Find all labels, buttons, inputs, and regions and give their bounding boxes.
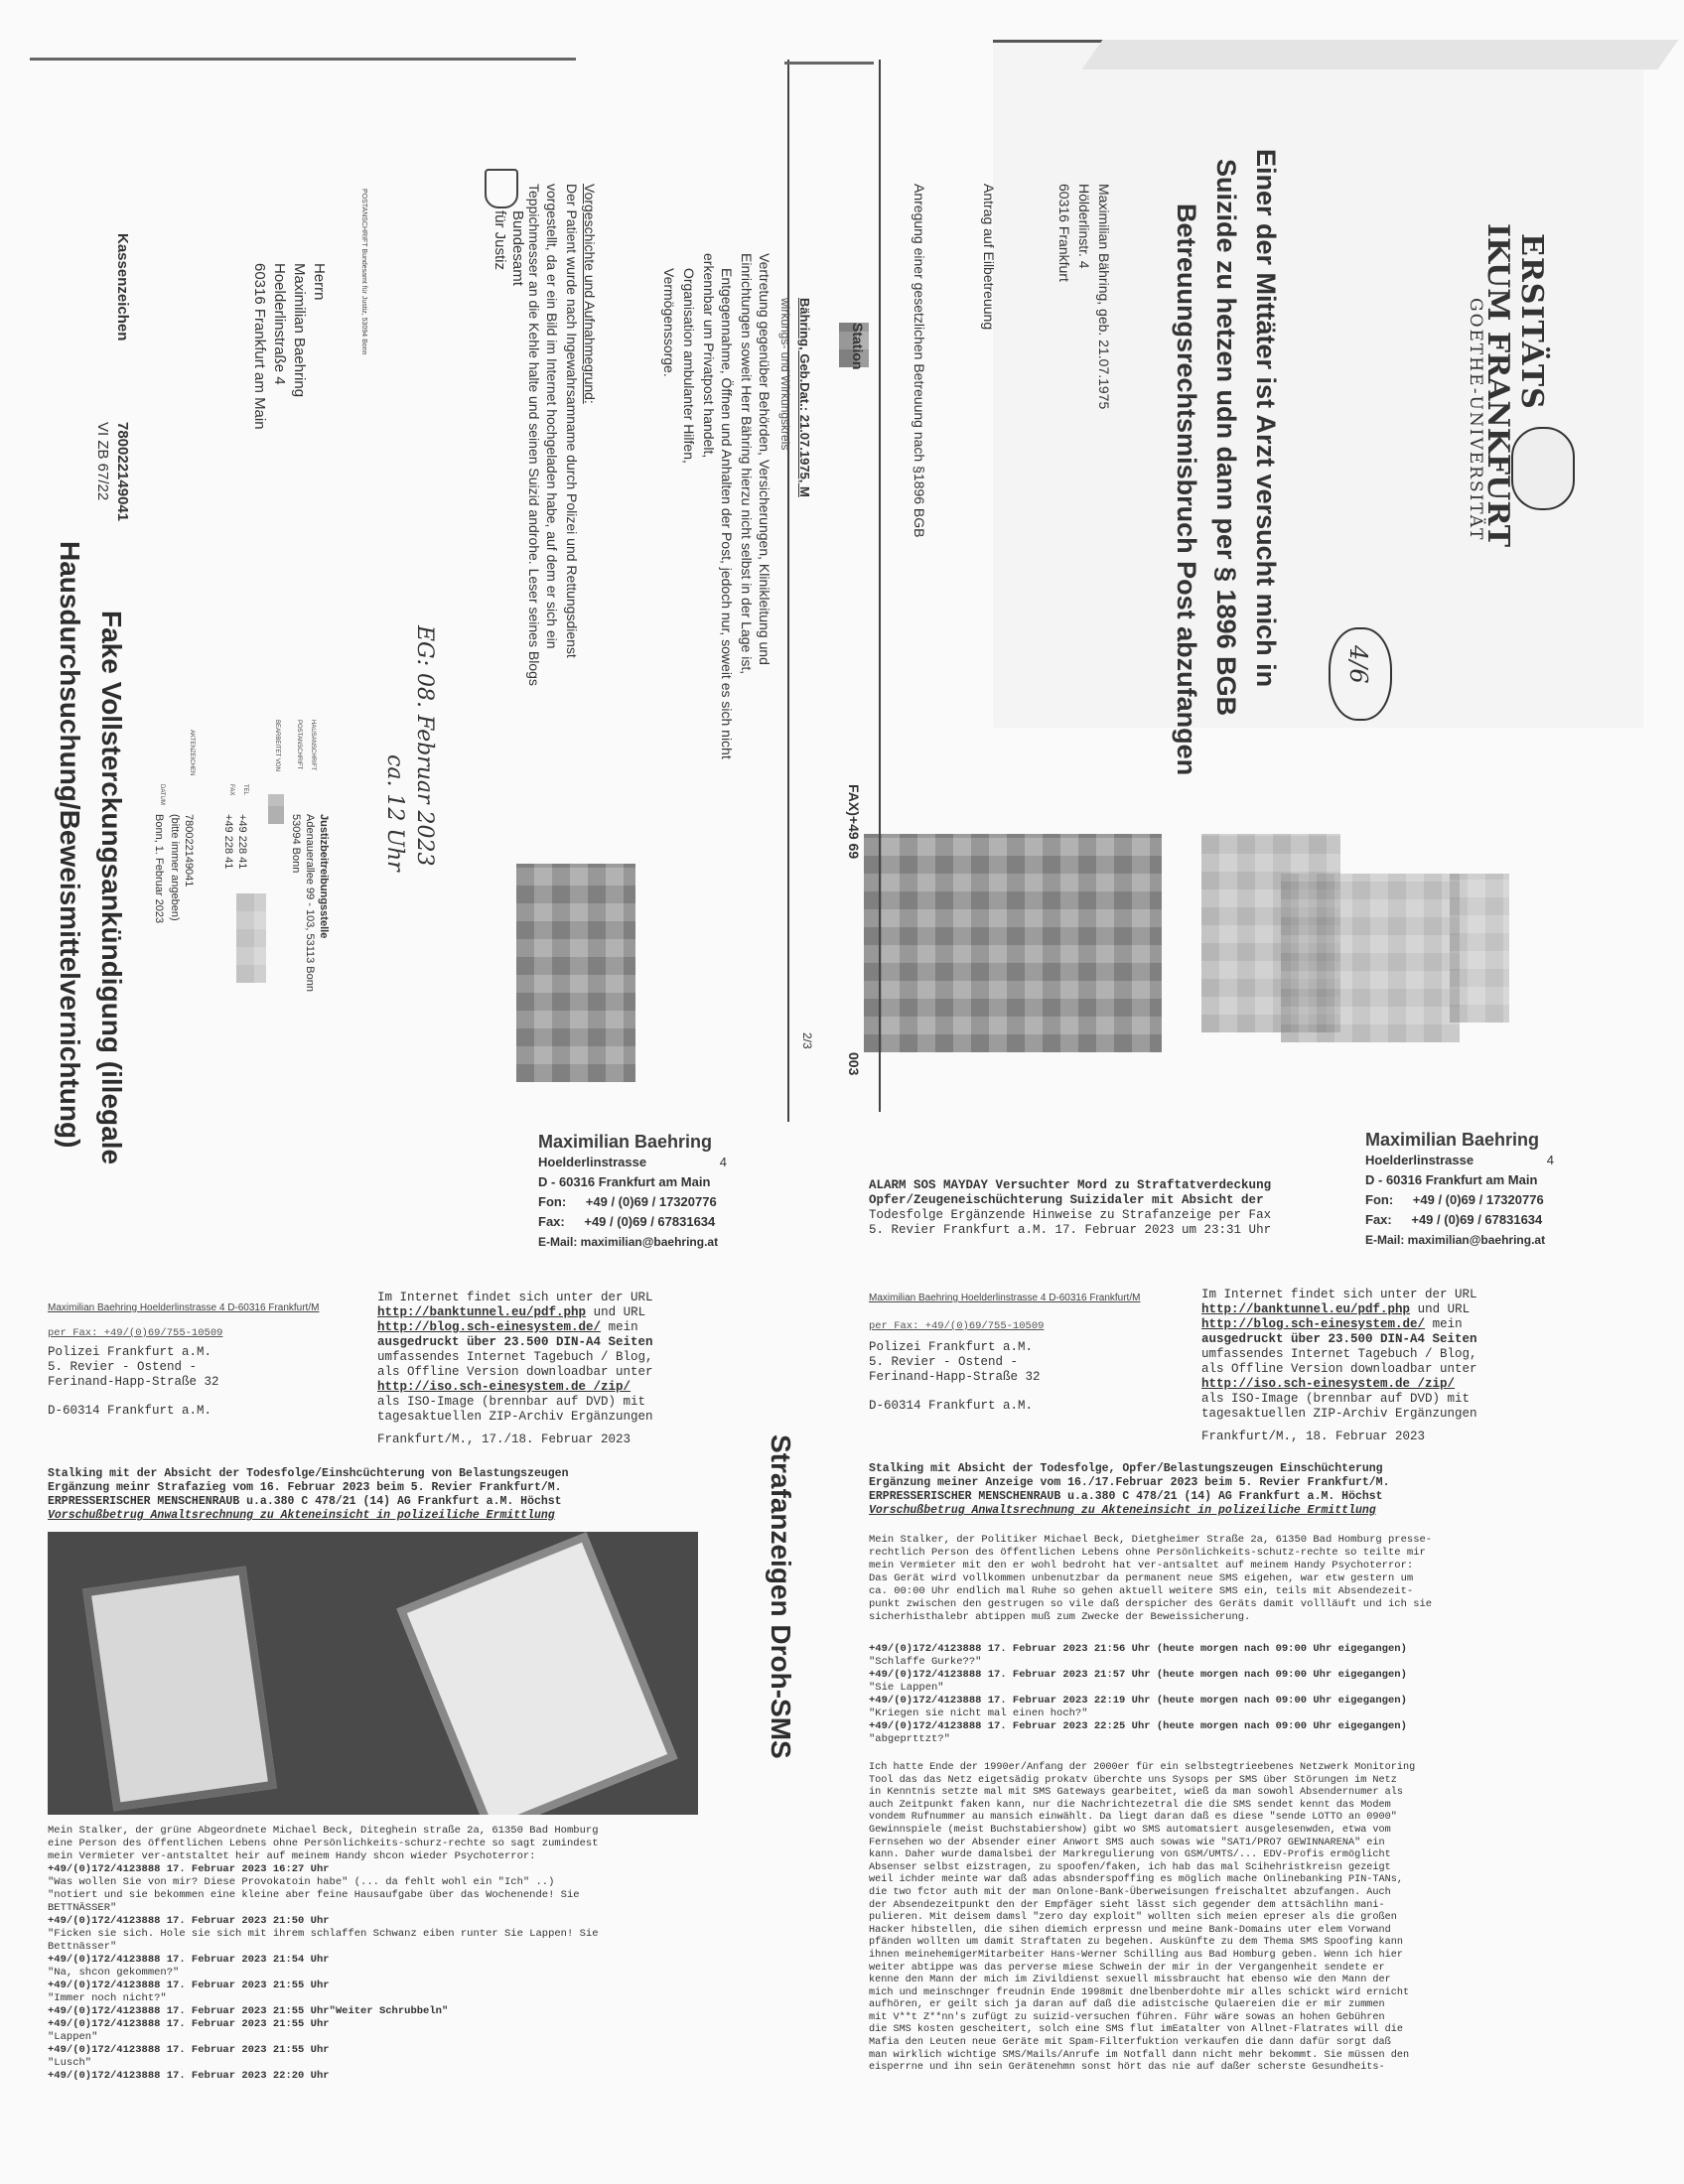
- fax-value: +49 / (0)69 / 67831634: [1411, 1212, 1543, 1227]
- text-line: "Immer noch nicht?": [48, 1992, 167, 2004]
- text-line: "Sie Lappen": [869, 1682, 944, 1694]
- text-line: kann. Daher wurde damalsbei der Markregulierung von GSM/UMTS/... EDV-Profis ermöglicht: [869, 1849, 1391, 1861]
- redaction-block: [1281, 874, 1460, 1042]
- text-line: mein Vermieter mit den er wohl bedroht hat ver-antsaltet auf meinem Handy Psychoterror:: [869, 1560, 1414, 1571]
- info-line: umfassendes Internet Tagebuch / Blog,: [1201, 1347, 1477, 1361]
- text-line: Absenser selbst eizstragen, zu spoofen/faken, ich hab das mal Scihehristkreisn gezeigt: [869, 1861, 1391, 1873]
- subject-line: ERPRESSERISCHER MENSCHENRAUB u.a.380 C 478/21 (14) AG Frankfurt a.M. Höchst: [869, 1490, 1383, 1503]
- internet-info: [1201, 1288, 1477, 1444]
- aktenzeichen-value: 780022149041: [183, 814, 195, 887]
- letter-date: Frankfurt/M., 18. Februar 2023: [1201, 1430, 1426, 1443]
- banktunnel-link[interactable]: http://banktunnel.eu/pdf.php: [1201, 1302, 1411, 1316]
- info-line: als ISO-Image (brennbar auf DVD) mit: [1201, 1392, 1471, 1406]
- blog-link[interactable]: http://blog.sch-einesystem.de/: [377, 1320, 602, 1334]
- sender-name: Maximilian Baehring: [1365, 1130, 1540, 1150]
- strafanzeigen-title: Strafanzeigen Droh-SMS: [766, 1434, 796, 1759]
- subject-line: Ergänzung meiner Anzeige vom 16./17.Februar 2023 beim 5. Revier Frankfurt/M.: [869, 1476, 1390, 1489]
- eagle-emblem-icon: [485, 169, 518, 208]
- fon-value: +49 / (0)69 / 17320776: [585, 1194, 717, 1209]
- letter-fold-shadow: [1081, 40, 1678, 69]
- sender-street-no: 4: [719, 1155, 727, 1169]
- text-line: punkt zwischen den gestrugen so vile daß derspicher des Geräts damit vollläuft und ich sie: [869, 1598, 1433, 1610]
- text-line: Gewinnspiele (meist Buchstabiershow) gibt wo SMS automatsiert ausgelesenwden, etwa vom: [869, 1824, 1391, 1836]
- text-line: Das Gerät wird vollkommen unbenutzbar da permanent neue SMS eigehen, war etw gestern um: [869, 1572, 1414, 1584]
- text-line: Mein Stalker, der Politiker Michael Beck, Dietgheimer Straße 2a, 61350 Bad Homburg presse-: [869, 1534, 1433, 1546]
- datum-value: Bonn, 1. Februar 2023: [153, 814, 165, 924]
- info-line: als ISO-Image (brennbar auf DVD) mit: [377, 1395, 646, 1409]
- recipient-line-1: Herrn: [311, 263, 328, 301]
- fon-label: Fon:: [1365, 1192, 1394, 1207]
- text-line: BETTNÄSSER": [48, 1902, 117, 1914]
- info-line: Im Internet findet sich unter der URL: [1201, 1288, 1477, 1301]
- info-line: tagesaktuellen ZIP-Archiv Ergänzungen: [1201, 1407, 1477, 1421]
- hausanschrift-value: Adenauerallee 99 - 103, 53113 Bonn: [304, 814, 316, 992]
- alarm-line: Todesfolge Ergänzende Hinweise zu Strafanzeige per Fax: [869, 1208, 1272, 1222]
- agency-line-2: für Justiz: [491, 210, 508, 271]
- text-line: ihnen meinehemigerMitarbeiter Hans-Werner Schilling aus Bad Homburg geben. Wenn ich hier: [869, 1949, 1403, 1961]
- alarm-block: [869, 1178, 1271, 1238]
- station-label: Station: [850, 323, 866, 370]
- text-line: "Lappen": [48, 2031, 98, 2043]
- text-line: "Ficken sie sich. Hole sie sich mit ihrem schlaffen Schwanz eiben runter Sie Lappen! Sie: [48, 1928, 599, 1940]
- sms-header: +49/(0)172/4123888 17. Februar 2023 21:55 Uhr: [48, 2018, 330, 2030]
- fax-label: FAX: [228, 784, 234, 796]
- goethe-name: GOETHE-UNIVERSITÄT: [1466, 298, 1485, 542]
- sender-name: Maximilian Baehring: [538, 1132, 713, 1152]
- info-line: ausgedruckt über 23.500 DIN-A4 Seiten: [1201, 1332, 1477, 1346]
- text-line: vondem Rufnummer au mansich einwählt. Da liegt daran daß es diese "sende LOTTO an 0900": [869, 1812, 1397, 1824]
- sender-city: D - 60316 Frankfurt am Main: [538, 1174, 711, 1189]
- aktenzeichen-label: AKTENZEICHEN: [189, 730, 195, 776]
- item-4: Vermögenssorge.: [661, 268, 677, 377]
- text-line: "Kriegen sie nicht mal einen hoch?": [869, 1707, 1088, 1719]
- info-line: als Offline Version downloadbar unter: [1201, 1362, 1477, 1376]
- big-title-line-1: Fake Vollsterckungsankündigung (illegale: [96, 611, 127, 1165]
- text-line: Hacker hibstellen, die sihen diemich erpressn und meine Bank-Domains uter elem Vorwand: [869, 1924, 1391, 1936]
- subject-line: Vorschußbetrug Anwaltsrechnung zu Akteneinsicht in polizeiliche Ermittlung: [48, 1509, 555, 1522]
- subject-line: Ergänzung meinr Strafazieg vom 16. Februar 2023 beim 5. Revier Frankfurt/M.: [48, 1481, 562, 1494]
- addr-line-2: Hölderlinstr. 4: [1076, 184, 1092, 269]
- sender-street: Hoelderlinstrasse: [538, 1155, 647, 1169]
- antrag: Antrag auf Eilbetreuung: [981, 184, 997, 331]
- history-line-1: Der Patient wurde nach Ingewahrsamname durch Polizei und Rettungsdienst: [564, 184, 580, 658]
- text-line: pulieren. Mit deisem damsl "zero day exploit" wollten sich meien epreser als die großen: [869, 1912, 1397, 1924]
- title-line-3: Betreuungsrechtsmisbruch Post abzufangen: [1172, 204, 1201, 776]
- phone-image: [396, 1532, 677, 1815]
- text-line: Bettnässer": [48, 1941, 117, 1953]
- addr-line-1: Maximilian Bähring, geb. 21.07.1975: [1096, 184, 1112, 410]
- university-logo: [1511, 427, 1575, 510]
- iso-link[interactable]: http://iso.sch-einesystem.de /zip/: [377, 1380, 632, 1394]
- sms-header: +49/(0)172/4123888 17. Februar 2023 16:27 Uhr: [48, 1863, 330, 1875]
- blog-link[interactable]: http://blog.sch-einesystem.de/: [1201, 1317, 1426, 1331]
- tel-label: TEL: [242, 784, 248, 796]
- sms-header: +49/(0)172/4123888 17. Februar 2023 21:55 Uhr: [48, 1979, 330, 1991]
- info-line: mein: [1432, 1317, 1463, 1331]
- text-line: "Na, shcon gekommen?": [48, 1967, 180, 1979]
- top-edge-line: [784, 62, 874, 65]
- body-line: Mein Stalker, der grüne Abgeordnete Michael Beck, Diteghein straße 2a, 61350 Bad Homburg: [48, 1825, 599, 1837]
- agency-line-1: Bundesamt: [509, 210, 526, 286]
- patient-line: Bähring, Geb.Dat.: 21.07.1975, M: [797, 298, 812, 497]
- fax-right-header: [1365, 1130, 1554, 1250]
- text-line: "Schlaffe Gurke??": [869, 1656, 982, 1668]
- text-line: eisperrne und ihn sein Gerätenehmn sonst hört das nie auf daßer scherste Gesundheits-: [869, 2062, 1385, 2074]
- text-line: Mafia den Leuten neue Geräte mit Spam-Filterfuktion verkaufen die dann dafür sorgt daß: [869, 2037, 1391, 2049]
- recipient-line-4: 60316 Frankfurt am Main: [251, 263, 268, 430]
- info-line: umfassendes Internet Tagebuch / Blog,: [377, 1350, 653, 1364]
- item-2b: erkennbar um Privatpost handelt,: [701, 253, 717, 459]
- fax-tail: 003: [846, 1052, 862, 1076]
- kassenzeichen-value: 780022149041: [114, 422, 131, 522]
- per-fax: per Fax: +49/(0)69/755-10509: [48, 1327, 223, 1339]
- info-line: tagesaktuellen ZIP-Archiv Ergänzungen: [377, 1410, 653, 1424]
- big-title-line-2: Hausdurchsuchung/Beweismittelvernichtung): [55, 541, 85, 1149]
- info-line: und URL: [1417, 1302, 1471, 1316]
- bearbeitet-label: BEARBEITET VON: [274, 720, 280, 771]
- recipient-line-2: 5. Revier - Ostend -: [48, 1360, 198, 1374]
- redaction-block: [1450, 874, 1509, 1023]
- sender-line: Maximilian Baehring Hoelderlinstrasse 4 D-60316 Frankfurt/M: [869, 1293, 1141, 1303]
- sms-header: +49/(0)172/4123888 17. Februar 2023 21:57 Uhr (heute morgen nach 09:00 Uhr eigegangen): [869, 1669, 1407, 1681]
- fon-label: Fon:: [538, 1194, 567, 1209]
- subject-block: [48, 1467, 569, 1523]
- sender-city: D - 60316 Frankfurt am Main: [1365, 1172, 1538, 1187]
- history-line-3: Teppichmesser an die Kehle halte und seinen Suizid androhe. Leser seines Blogs: [526, 184, 542, 686]
- subject-line: ERPRESSERISCHER MENSCHENRAUB u.a.380 C 478/21 (14) AG Frankfurt a.M. Höchst: [48, 1495, 562, 1508]
- text-line: man wirklich wichtige SMS/Mails/Anrufe im Notfall dann nicht mehr bekommt. Sie müssen den: [869, 2049, 1410, 2061]
- tel-value: +49 228 41: [236, 814, 248, 870]
- subject-line: Stalking mit der Absicht der Todesfolge/Einshcüchterung von Belastungszeugen: [48, 1467, 569, 1480]
- text-line: rechtlich Person des öffentlichen Lebens ohne Persönlichkeits-schutz-rechte so teilte mir: [869, 1547, 1426, 1559]
- aktenzeichen-note: (bitte immer angeben): [169, 814, 181, 921]
- handwritten-time: ca. 12 Uhr: [382, 754, 407, 872]
- redaction-block: [268, 794, 284, 824]
- recipient-line-1: Polizei Frankfurt a.M.: [48, 1345, 212, 1359]
- klinikum-name: IKUM FRANKFURT: [1480, 223, 1515, 548]
- text-line: ca. 00:00 Uhr endlich mal Ruhe so gehen aktuell weitere SMS ein, teils mit Absendezeit-: [869, 1585, 1414, 1597]
- subject-line: Vorschußbetrug Anwaltsrechnung zu Akteneinsicht in polizeiliche Ermittlung: [869, 1504, 1376, 1517]
- redaction-block: [236, 893, 266, 983]
- text-line: "Lusch": [48, 2057, 92, 2069]
- sms-header: +49/(0)172/4123888 17. Februar 2023 22:20 Uhr: [48, 2070, 330, 2082]
- title-line-1: Einer der Mittäter ist Arzt versucht mich in: [1251, 149, 1281, 688]
- handwritten-page-mark: 4/6: [1344, 645, 1372, 684]
- fax-label: Fax:: [1365, 1212, 1392, 1227]
- body-block-right: [869, 1534, 1432, 1624]
- subject-line: Stalking mit Absicht der Todesfolge, Opfer/Belastungszeugen Einschüchterung: [869, 1462, 1383, 1475]
- text-line: der Absendezeitpunkt den der Empfäger sieht lässt sich gegender dem attsächlihn mani-: [869, 1899, 1385, 1911]
- text-line: sicherhisthalebr abtippen muß zum Zwecke der Beweissicherung.: [869, 1611, 1251, 1623]
- item-1b: Einrichtungen soweit Herr Bähring hierzu nicht selbst in der Lage ist,: [739, 253, 755, 675]
- alarm-line: 5. Revier Frankfurt a.M. 17. Februar 2023 um 23:31 Uhr: [869, 1223, 1272, 1237]
- fax-label: Fax:: [538, 1214, 565, 1229]
- internet-info: [377, 1291, 653, 1447]
- recipient-line-4: D-60314 Frankfurt a.M.: [48, 1404, 212, 1418]
- text-line: die SMS kosten gescheitert, solch eine SMS flut imEatalter von Allnet-Flatrates will die: [869, 2024, 1403, 2036]
- item-3: Organisation ambulanter Hilfen,: [681, 268, 697, 464]
- info-line: und URL: [593, 1305, 646, 1319]
- redaction-block: [516, 864, 635, 1082]
- divider: [787, 60, 789, 1122]
- vi-reference: VI ZB 67/22: [94, 422, 111, 501]
- recipient-line-3: Hoelderlinstraße 4: [271, 263, 288, 385]
- email: E-Mail: maximilian@baehring.at: [538, 1235, 719, 1249]
- info-line: als Offline Version downloadbar unter: [377, 1365, 653, 1379]
- per-fax: per Fax: +49/(0)69/755-10509: [869, 1320, 1045, 1332]
- sms-header: +49/(0)172/4123888 17. Februar 2023 21:50 Uhr: [48, 1915, 330, 1927]
- body-line: eine Person des öffentlichen Lebens ohne Persönlichkeits-schurz-rechte so sagt zumindest: [48, 1838, 599, 1849]
- sender-street-no: 4: [1546, 1153, 1554, 1167]
- sms-list-right: [869, 1643, 1407, 1746]
- text-line: aufhören, er geilt sich ja daran auf daß die adistcische Qulaereien die er mir zummen: [869, 1999, 1385, 2011]
- text-line: weiter abtippe was das perverse miese Schwein der mir in der Vergangenheit sendete er: [869, 1962, 1385, 1974]
- text-line: die two fctor auth mit der man Onlone-Bank-Überweisungen freischaltet abzufangen. Auch: [869, 1886, 1391, 1898]
- recipient-line-3: Ferinand-Happ-Straße 32: [48, 1375, 219, 1389]
- datum-label: DATUM: [159, 784, 165, 805]
- cut-line: wirkungs- und Wirkungskreis: [778, 298, 792, 451]
- info-line: ausgedruckt über 23.500 DIN-A4 Seiten: [377, 1335, 653, 1349]
- handwritten-date: EG: 08. Februar 2023: [412, 625, 437, 867]
- sender-street: Hoelderlinstrasse: [1365, 1153, 1474, 1167]
- sms-header: +49/(0)172/4123888 17. Februar 2023 22:19 Uhr (heute morgen nach 09:00 Uhr eigegangen): [869, 1695, 1407, 1706]
- phone-image: [82, 1567, 277, 1812]
- alarm-line: ALARM SOS MAYDAY Versuchter Mord zu Straftatverdeckung: [869, 1178, 1272, 1192]
- email: E-Mail: maximilian@baehring.at: [1365, 1233, 1546, 1247]
- text-line: mit V**t Z**nn's zufügt zu suizid-versuchen führen. Führ wäre sowas an hohen Gebühren: [869, 2011, 1385, 2023]
- university-name: ERSITÄTS: [1514, 233, 1549, 410]
- sms-header: +49/(0)172/4123888 17. Februar 2023 21:54 Uhr: [48, 1954, 330, 1966]
- recipient-line-2: 5. Revier - Ostend -: [869, 1355, 1019, 1369]
- history-heading: Vorgeschichte und Aufnahmegrund:: [582, 184, 598, 404]
- sms-header: +49/(0)172/4123888 17. Februar 2023 22:25 Uhr (heute morgen nach 09:00 Uhr eigegangen): [869, 1720, 1407, 1732]
- text-line: auch Zeitpunkt faken kann, nur die Nachrichtezetral die die SMS sendet kennt das Modem: [869, 1799, 1391, 1811]
- recipient-line-2: Maximilian Baehring: [291, 263, 308, 398]
- item-2: Entgegennahme, Öffnen und Anhalten der Post, jedoch nur, soweit es sich nicht: [719, 268, 735, 759]
- recipient-line-1: Polizei Frankfurt a.M.: [869, 1340, 1034, 1354]
- body-block-right-2: [869, 1762, 1415, 2075]
- text-line: Fernsehen wo der Absender einer Anwort SMS auch sowas wie "SAT1/PRO7 GEWINNARENA" ein: [869, 1837, 1385, 1848]
- fax-left-header: [538, 1132, 727, 1252]
- redaction-block: [864, 834, 1162, 1052]
- recipient-line-3: Ferinand-Happ-Straße 32: [869, 1370, 1041, 1384]
- anregung: Anregung einer gesetzlichen Betreuung nach §1896 BGB: [912, 184, 927, 538]
- letter-date: Frankfurt/M., 17./18. Februar 2023: [377, 1433, 632, 1446]
- text-line: pfänden wollten um damit Straftaten zu begehen. Auskünfte zu dem Thema SMS Spoofing kann: [869, 1937, 1403, 1949]
- postanschrift-value: 53094 Bonn: [290, 814, 302, 874]
- fon-value: +49 / (0)69 / 17320776: [1412, 1192, 1544, 1207]
- sms-header: +49/(0)172/4123888 17. Februar 2023 21:56 Uhr (heute morgen nach 09:00 Uhr eigegangen): [869, 1643, 1407, 1655]
- phones-photo: [48, 1532, 698, 1815]
- fax-number: FAX)+49 69: [846, 784, 862, 860]
- title-line-2: Suizide zu hetzen udn dann per § 1896 BGB: [1211, 159, 1241, 717]
- alarm-line: Opfer/Zeugeneischüchterung Suizidaler mit Absicht der: [869, 1193, 1264, 1207]
- body-line: mein Vermieter ver-antstaltet heir auf meinem Handy shcon wieder Psychoterror:: [48, 1850, 536, 1862]
- item-1: Vertretung gegenüber Behörden, Versicherungen, Klinikleitung und: [757, 253, 772, 665]
- jbs-label: Justizbeitreibungsstelle: [318, 814, 330, 939]
- sms-list-left: [48, 1863, 599, 2083]
- recipient-line-4: D-60314 Frankfurt a.M.: [869, 1399, 1034, 1413]
- top-edge-line: [30, 58, 576, 61]
- sms-header: +49/(0)172/4123888 17. Februar 2023 21:55 Uhr"Weiter Schrubbeln": [48, 2005, 449, 2017]
- divider: [879, 60, 881, 1112]
- sender-line: Maximilian Baehring Hoelderlinstrasse 4 D-60316 Frankfurt/M: [48, 1302, 320, 1313]
- text-line: Tool das das Netz eigetsädig prokatv überchte uns Sysops per SMS über Störungen im Netz: [869, 1774, 1397, 1786]
- text-line: "Was wollen Sie von mir? Diese Provokatoin habe" (... da fehlt wohl ein "Ich" ..): [48, 1876, 555, 1888]
- iso-link[interactable]: http://iso.sch-einesystem.de /zip/: [1201, 1377, 1456, 1391]
- info-line: Im Internet findet sich unter der URL: [377, 1291, 653, 1304]
- text-line: mich und meinschnger freudnin Ende 1998mit dnelbenberdohte mir alles schickt wird ernicht: [869, 1986, 1410, 1998]
- fax-value: +49 228 41: [222, 814, 234, 870]
- text-line: weil ichder meinte war daß adas absnderspoffing es möglich mache Onlinebanking PIN-TANs,: [869, 1874, 1403, 1886]
- text-line: "notiert und sie bekommen eine kleine aber feine Hausaufgabe über das Wochenende! Sie: [48, 1889, 580, 1901]
- hausanschrift-label: HAUSANSCHRIFT: [310, 720, 316, 771]
- info-line: mein: [608, 1320, 638, 1334]
- subject-block: [869, 1462, 1390, 1518]
- recipient-block: [48, 1345, 219, 1419]
- recipient-block: [869, 1340, 1041, 1414]
- kassenzeichen-label: Kassenzeichen: [114, 233, 131, 341]
- sms-header: +49/(0)172/4123888 17. Februar 2023 21:55 Uhr: [48, 2044, 330, 2056]
- text-line: Ich hatte Ende der 1990er/Anfang der 2000er für ein selbstegtrieebenes Netzwerk Monitoring: [869, 1762, 1416, 1773]
- postanschrift-line: POSTANSCHRIFT Bundesamt für Justiz, 53094 Bonn: [360, 189, 367, 355]
- text-line: "abgeprttzt?": [869, 1733, 950, 1745]
- fax-value: +49 / (0)69 / 67831634: [584, 1214, 716, 1229]
- text-line: in Kenntnis setzte mal mit SMS Gateways gearbeitet, wieß da man sowohl Absendernumer als: [869, 1787, 1403, 1799]
- postanschrift-label: POSTANSCHRIFT: [296, 720, 302, 770]
- text-line: kenne den Mann der mich im Zivildienst sexuell missbraucht hat ebenso wie den Mann der: [869, 1975, 1391, 1986]
- addr-line-3: 60316 Frankfurt: [1056, 184, 1072, 282]
- page-number: 2/3: [800, 1032, 814, 1049]
- history-line-2: vorgestellt, da er ein Bild im Internet hochgeladen habe, auf dem er sich ein: [544, 184, 560, 649]
- banktunnel-link[interactable]: http://banktunnel.eu/pdf.php: [377, 1305, 587, 1319]
